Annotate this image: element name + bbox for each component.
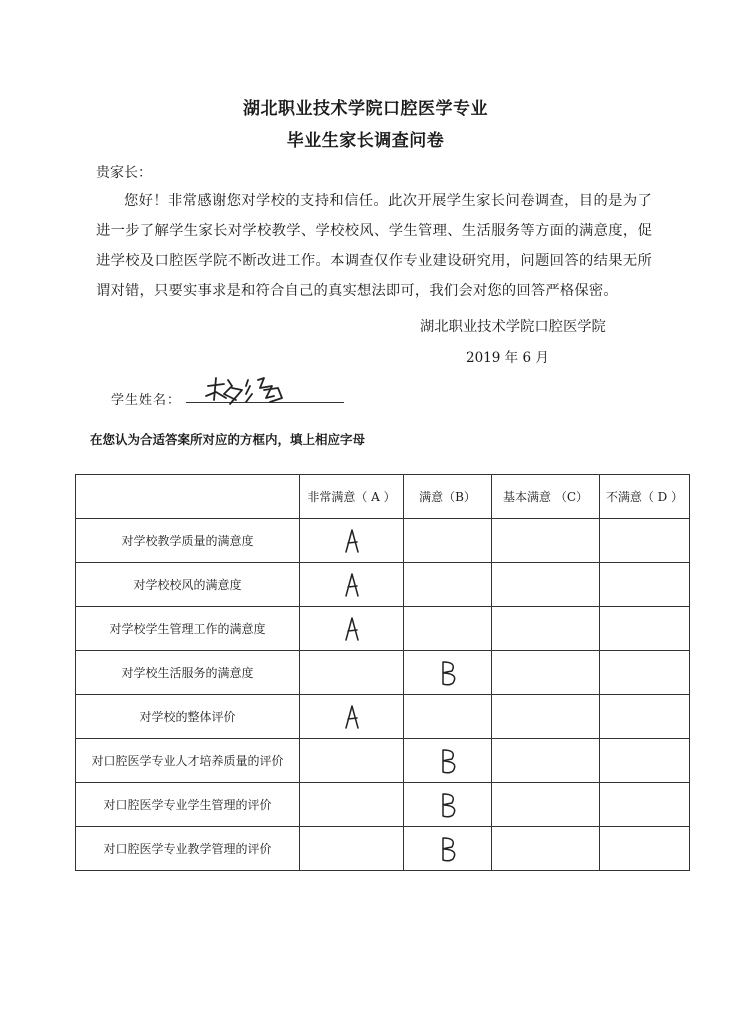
document-date: 2019 年 6 月 [466,350,549,366]
answer-cell-c[interactable] [492,563,600,607]
signature-org: 湖北职业技术学院口腔医学院 [420,319,606,335]
table-row [76,563,690,607]
answer-cell-b[interactable] [404,563,492,607]
answer-cell-d[interactable] [600,519,690,563]
handwritten-mark [436,834,460,864]
student-name-label: 学生姓名： [111,393,182,408]
handwritten-mark [340,570,364,600]
answer-cell-c[interactable] [492,607,600,651]
answer-cell-d[interactable] [600,563,690,607]
satisfaction-table [75,474,690,871]
answer-cell-c[interactable] [492,519,600,563]
answer-cell-d[interactable] [600,607,690,651]
answer-cell-b[interactable] [404,739,492,783]
answer-cell-a[interactable] [300,739,404,783]
answer-cell-c[interactable] [492,695,600,739]
survey-title-line2: 毕业生家长调查问卷 [286,131,445,151]
student-name-handwriting [202,372,292,408]
table-row [76,827,690,871]
row-item-label: 对学校生活服务的满意度 [76,651,300,695]
handwritten-mark [340,702,364,732]
answer-cell-a[interactable] [300,651,404,695]
handwritten-mark [340,526,364,556]
answer-cell-a[interactable] [300,695,404,739]
answer-cell-a[interactable] [300,563,404,607]
answer-cell-b[interactable] [404,695,492,739]
row-item-label: 对学校的整体评价 [76,695,300,739]
table-header-row [76,475,690,519]
answer-cell-a[interactable] [300,607,404,651]
answer-cell-d[interactable] [600,651,690,695]
row-item-label: 对口腔医学专业教学管理的评价 [76,827,300,871]
table-row [76,651,690,695]
handwritten-mark [436,790,460,820]
handwritten-mark [436,746,460,776]
answer-cell-d[interactable] [600,739,690,783]
answer-cell-b[interactable] [404,651,492,695]
instruction-text: 在您认为合适答案所对应的方框内，填上相应字母 [90,432,366,447]
header-dissatisfied: 不满意（ D ） [600,475,690,519]
header-satisfied: 满意（B） [404,475,492,519]
table-row [76,783,690,827]
answer-cell-b[interactable] [404,607,492,651]
answer-cell-a[interactable] [300,519,404,563]
answer-cell-d[interactable] [600,783,690,827]
answer-cell-c[interactable] [492,827,600,871]
table-row [76,519,690,563]
row-item-label: 对口腔医学专业人才培养质量的评价 [76,739,300,783]
row-item-label: 对学校校风的满意度 [76,563,300,607]
answer-cell-c[interactable] [492,651,600,695]
header-very-satisfied: 非常满意（ A ） [300,475,404,519]
answer-cell-b[interactable] [404,783,492,827]
answer-cell-b[interactable] [404,519,492,563]
row-item-label: 对口腔医学专业学生管理的评价 [76,783,300,827]
answer-cell-c[interactable] [492,783,600,827]
handwritten-mark [436,658,460,688]
row-item-label: 对学校学生管理工作的满意度 [76,607,300,651]
handwritten-mark [340,614,364,644]
table-row [76,739,690,783]
answer-cell-b[interactable] [404,827,492,871]
header-item [76,475,300,519]
answer-cell-a[interactable] [300,783,404,827]
row-item-label: 对学校教学质量的满意度 [76,519,300,563]
answer-cell-d[interactable] [600,827,690,871]
header-basically-satisfied: 基本满意 （C） [492,475,600,519]
answer-cell-d[interactable] [600,695,690,739]
intro-paragraph: 您好！非常感谢您对学校的支持和信任。此次开展学生家长问卷调查，目的是为了进一步了解学生家长对学校教学、学校校风、学生管理、生活服务等方面的满意度，促进学校及口腔医学院不断改进工作。本调查仅作专业建设研究用，问题回答的结果无所谓对错，只要实事求是和符合自己的真实想法即可，我们会对您的回答严格保密。 [96,193,652,299]
answer-cell-a[interactable] [300,827,404,871]
salutation: 贵家长： [96,165,152,181]
answer-cell-c[interactable] [492,739,600,783]
survey-title-line1: 湖北职业技术学院口腔医学专业 [243,99,488,119]
table-row [76,695,690,739]
table-row [76,607,690,651]
